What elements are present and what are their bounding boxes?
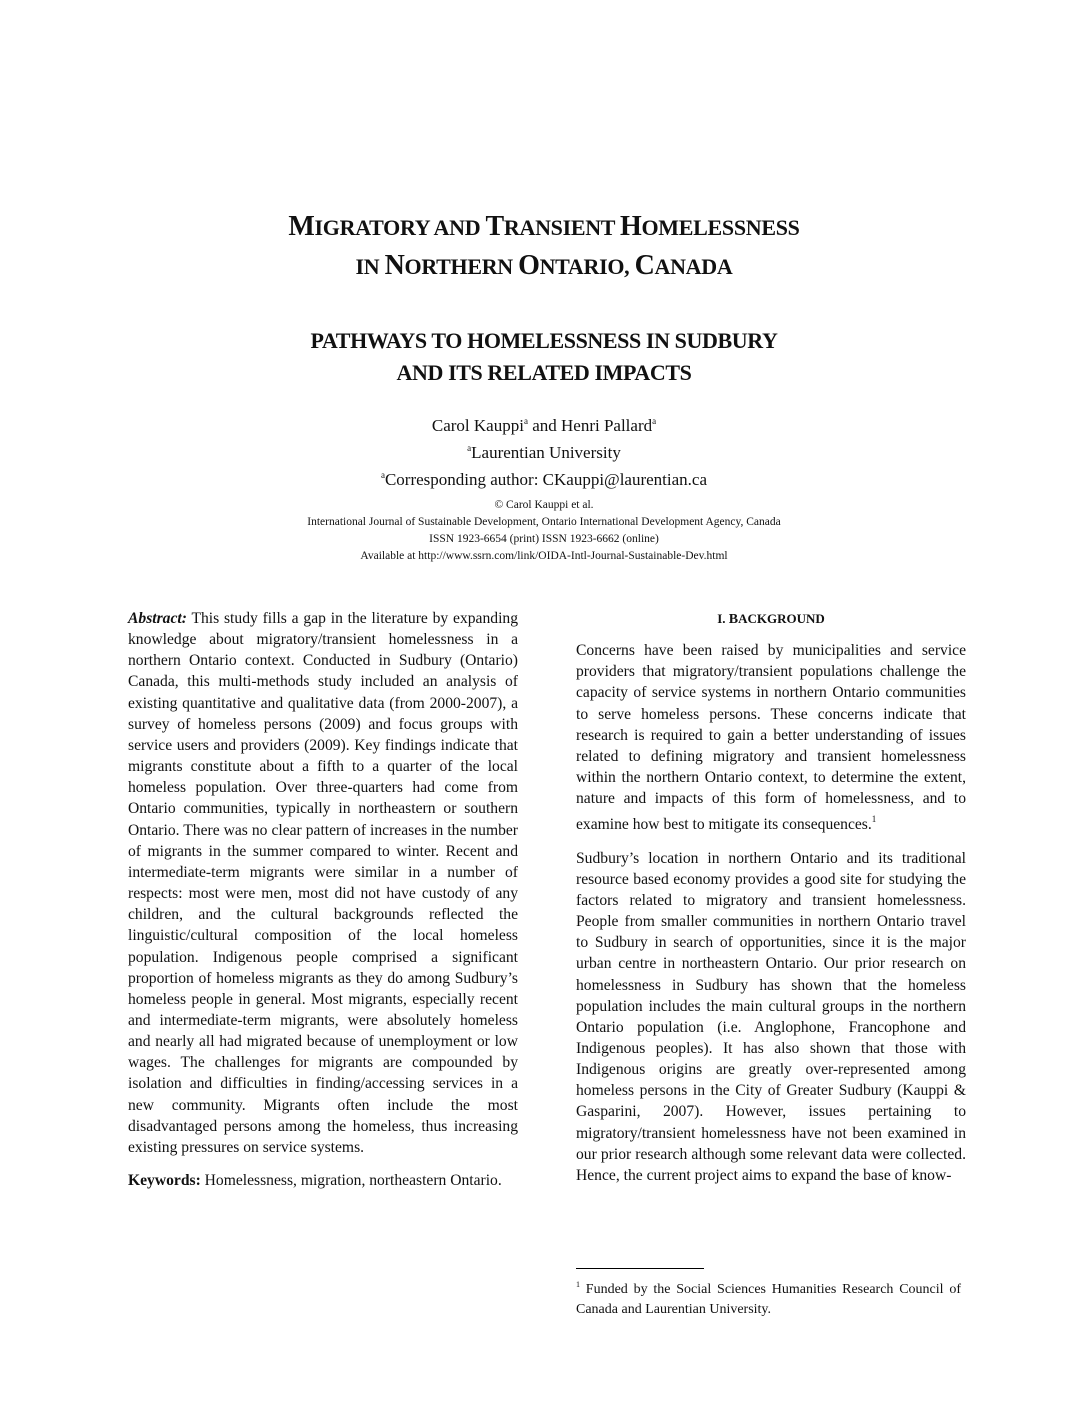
title-word: ANADA [654, 254, 733, 279]
footnote-ref[interactable]: 1 [871, 814, 877, 825]
publication-info [0, 497, 1088, 565]
issn: ISSN 1923-6654 (print) ISSN 1923-6662 (online) [429, 533, 659, 545]
title-cap: H [620, 211, 642, 242]
abstract-text: This study fills a gap in the literature by expanding knowledge about migratory/transient homelessness in a northern Ontario context. Conducted in Sudbury (Ontario) Canada, this multi-methods study included an analysis of existing quantitative and qualitative data (from 2000-2007), a survey of homeless persons (2009) and focus groups with service users and providers (2009). Key findings indicate that migrants constitute about a fifth to a quarter of the local homeless population. Over three-quarters had come from Ontario communities, typically in northeastern or southern Ontario. There was no clear pattern of increases in the number of migrants in the summer compared to winter. Recent and intermediate-term migrants were similar in a number of respects: most were men, most did not have custody of any children, and the cultural backgrounds reflected the linguistic/cultural composition of the local homeless population. Indigenous people comprised a significant proportion of homeless migrants as they do among Sudbury’s homeless people in general. Most migrants, especially recent and intermediate-term migrants, were absolutely homeless and nearly all had migrated because of unemployment or low wages. The challenges for migrants are compounded by isolation and difficulties in finding/accessing services in a new community. Migrants often include the most disadvantaged persons among the homeless, thus increasing existing pressures on service systems. [128, 610, 518, 1156]
author-block [0, 410, 1088, 491]
heading-number: I. [717, 611, 729, 626]
journal-name: International Journal of Sustainable Development, Ontario International Development Agency, Canada [307, 516, 781, 528]
footnote-divider [576, 1268, 704, 1269]
affiliation [0, 437, 1088, 464]
title-word: OMELESSNESS [641, 215, 800, 240]
footnote [576, 1275, 961, 1320]
footnote-number: 1 [576, 1280, 580, 1289]
affiliation-mark: a [652, 416, 657, 426]
background-paragraph-2: Sudbury’s location in northern Ontario and its traditional resource based economy provides a good site for studying the factors related to migratory and transient homelessness. People from smaller communities in northern Ontario travel to Sudbury in search of opportunities, since it is the major urban centre in northeastern Ontario. Our prior research on homelessness in Sudbury has shown that the homeless population includes the main cultural groups in the northern Ontario population (i.e. Anglophone, Francophone and Indigenous peoples). It has also shown that those with Indigenous origins are greatly over-represented among homeless persons in the City of Greater Sudbury (Kauppi & Gasparini, 2007). However, issues pertaining to migratory/transient homelessness have not been examined in our prior research although some relevant data were collected. Hence, the current project aims to expand the base of know- [576, 849, 966, 1184]
title-cap: M [288, 211, 315, 242]
subtitle-line-2: AND ITS RELATED IMPACTS [396, 360, 692, 385]
title-line-2 [0, 247, 1088, 286]
availability-link[interactable]: Available at http://www.ssrn.com/link/OIDA-Intl-Journal-Sustainable-Dev.html [360, 550, 728, 562]
heading-cap: B [728, 612, 739, 627]
paper-subtitle [0, 325, 1088, 389]
title-word: NTARIO, [539, 254, 635, 279]
title-cap: O [518, 250, 540, 281]
affiliation-mark: a [523, 416, 528, 426]
title-word: IGRATORY AND [314, 215, 486, 240]
keywords-label: Keywords: [128, 1172, 201, 1190]
affiliation-mark: a [467, 443, 472, 453]
right-column [576, 608, 966, 1198]
author-1: Carol Kauppi [431, 416, 524, 435]
section-heading-background [576, 608, 966, 630]
title-cap: T [485, 211, 504, 242]
author-names [0, 410, 1088, 437]
title-line-1 [0, 208, 1088, 247]
background-paragraph-1 [576, 640, 966, 835]
abstract-label: Abstract: [128, 610, 187, 627]
paper-title [0, 208, 1088, 286]
left-column [128, 608, 518, 1203]
title-word: RANSIENT [503, 215, 620, 240]
affiliation-text: Laurentian University [471, 443, 621, 462]
title-cap: C [634, 250, 655, 281]
footnote-text: Funded by the Social Sciences Humanities Research Council of Canada and Laurentian University. [576, 1282, 961, 1317]
author-connector: and [527, 416, 561, 435]
keywords-text: Homelessness, migration, northeastern Ontario. [200, 1172, 502, 1190]
corresponding-mark: a [380, 470, 385, 480]
title-word: IN [355, 254, 385, 279]
author-2: Henri Pallard [561, 416, 653, 435]
keywords [128, 1170, 518, 1191]
paragraph-text: Concerns have been raised by municipalities and service providers that migratory/transient populations challenge the capacity of service systems in northern Ontario communities to serve homeless persons. These concerns indicate that research is required to gain a better understanding of issues related to defining migratory and transient homelessness within the northern Ontario context, to determine the extent, nature and impacts of this form of homelessness, and to examine how best to mitigate its consequences. [576, 642, 966, 834]
copyright: © Carol Kauppi et al. [494, 499, 594, 511]
heading-rest: ACKGROUND [738, 611, 825, 626]
corresponding-author [0, 464, 1088, 491]
title-cap: N [384, 250, 405, 281]
title-word: ORTHERN [404, 254, 519, 279]
corresponding-text: Corresponding author: CKauppi@laurentian.ca [384, 470, 708, 489]
abstract [128, 608, 518, 1158]
subtitle-line-1: PATHWAYS TO HOMELESSNESS IN SUDBURY [310, 328, 778, 353]
